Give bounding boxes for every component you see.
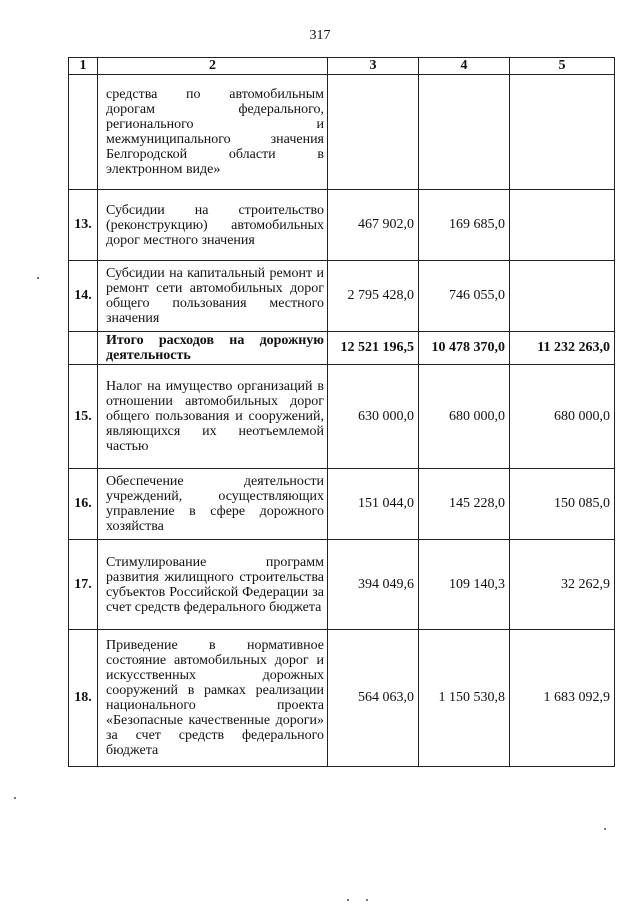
row-number: 14. bbox=[69, 261, 98, 332]
table-row bbox=[69, 540, 615, 630]
table-row bbox=[69, 365, 615, 469]
row-value-col4: 169 685,0 bbox=[419, 190, 510, 261]
row-description: Приведение в нормативное состояние автомобильных дорог и искусственных дорожных сооружений в рамках реализации национального проекта «Безопасные качественные дороги» за счет средств федерального бюджета bbox=[98, 630, 328, 767]
row-value-col5: 11 232 263,0 bbox=[510, 332, 615, 365]
total-row bbox=[69, 332, 615, 365]
row-description: Субсидии на строительство (реконструкцию) автомобильных дорог местного значения bbox=[98, 190, 328, 261]
page-number: 317 bbox=[309, 28, 331, 43]
table-row bbox=[69, 261, 615, 332]
scan-speck bbox=[347, 899, 349, 901]
row-value-col5: 680 000,0 bbox=[510, 365, 615, 469]
row-value-col4: 1 150 530,8 bbox=[419, 630, 510, 767]
scan-speck bbox=[604, 828, 606, 830]
row-value-col3: 2 795 428,0 bbox=[328, 261, 419, 332]
row-number: 15. bbox=[69, 365, 98, 469]
row-value-col4: 10 478 370,0 bbox=[419, 332, 510, 365]
row-number bbox=[69, 75, 98, 190]
row-description: Стимулирование программ развития жилищного строительства субъектов Российской Федерации за счет средств федерального бюджета bbox=[98, 540, 328, 630]
row-value-col5: 32 262,9 bbox=[510, 540, 615, 630]
row-value-col5 bbox=[510, 190, 615, 261]
row-value-col5 bbox=[510, 261, 615, 332]
row-description: Налог на имущество организаций в отношении автомобильных дорог общего пользования и сооружений, являющихся их неотъемлемой частью bbox=[98, 365, 328, 469]
row-number: 17. bbox=[69, 540, 98, 630]
row-value-col4 bbox=[419, 75, 510, 190]
scan-speck bbox=[366, 899, 368, 901]
row-value-col5: 150 085,0 bbox=[510, 469, 615, 540]
table-row bbox=[69, 75, 615, 190]
row-value-col3: 630 000,0 bbox=[328, 365, 419, 469]
column-header-2: 2 bbox=[98, 58, 328, 75]
column-header-3: 3 bbox=[328, 58, 419, 75]
table-header-row bbox=[69, 58, 615, 75]
column-header-5: 5 bbox=[510, 58, 615, 75]
row-number bbox=[69, 332, 98, 365]
row-description: Итого расходов на дорожную деятельность bbox=[98, 332, 328, 365]
row-number: 18. bbox=[69, 630, 98, 767]
scan-speck bbox=[14, 797, 16, 799]
row-value-col4: 145 228,0 bbox=[419, 469, 510, 540]
row-description: Субсидии на капитальный ремонт и ремонт сети автомобильных дорог общего пользования местного значения bbox=[98, 261, 328, 332]
table-row bbox=[69, 630, 615, 767]
budget-table bbox=[68, 57, 615, 767]
row-value-col5 bbox=[510, 75, 615, 190]
row-description: Обеспечение деятельности учреждений, осуществляющих управление в сфере дорожного хозяйства bbox=[98, 469, 328, 540]
row-value-col3: 394 049,6 bbox=[328, 540, 419, 630]
row-number: 13. bbox=[69, 190, 98, 261]
table-row bbox=[69, 190, 615, 261]
row-value-col3 bbox=[328, 75, 419, 190]
row-value-col4: 746 055,0 bbox=[419, 261, 510, 332]
row-description: средства по автомобильным дорогам федерального, регионального и межмуниципального значения Белгородской области в электронном виде» bbox=[98, 75, 328, 190]
row-value-col4: 109 140,3 bbox=[419, 540, 510, 630]
row-value-col5: 1 683 092,9 bbox=[510, 630, 615, 767]
row-value-col3: 467 902,0 bbox=[328, 190, 419, 261]
row-value-col3: 564 063,0 bbox=[328, 630, 419, 767]
row-number: 16. bbox=[69, 469, 98, 540]
scan-speck bbox=[37, 277, 39, 279]
row-value-col4: 680 000,0 bbox=[419, 365, 510, 469]
table-row bbox=[69, 469, 615, 540]
row-value-col3: 151 044,0 bbox=[328, 469, 419, 540]
column-header-4: 4 bbox=[419, 58, 510, 75]
column-header-1: 1 bbox=[69, 58, 98, 75]
row-value-col3: 12 521 196,5 bbox=[328, 332, 419, 365]
